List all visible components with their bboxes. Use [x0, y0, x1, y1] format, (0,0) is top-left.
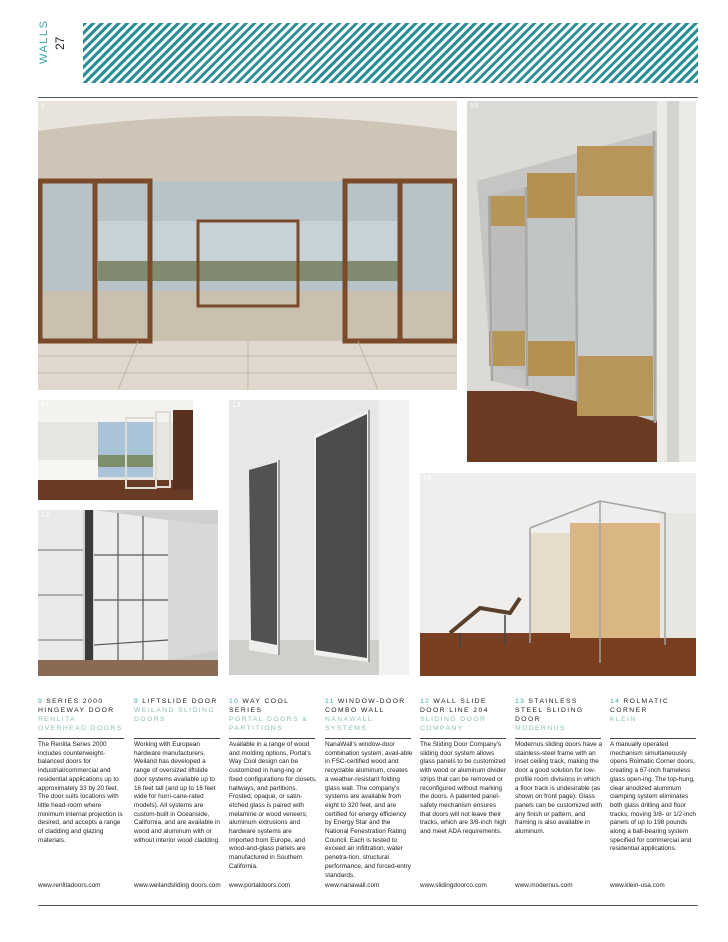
product-title: STAINLESS STEEL SLIDING DOOR [515, 698, 584, 723]
product-title: LIFTSLIDE DOOR [142, 698, 218, 705]
product-title: WINDOW-DOOR COMBO WALL [325, 698, 406, 714]
column-rule [325, 738, 411, 739]
column-rule [134, 738, 220, 739]
product-description: Available in a range of wood and molding options, Portal's Way Cool design can be customized in hang-ing or fixed configurations for closets, hallways, and partitions. Frosted, opaque, or satin-etched glass is paired with melamine or wood veneers; aluminum extrusions and hardware systems are imported from Europe, and wood-and-glass panels are manufactured in Southern California. [229, 741, 317, 870]
product-manufacturer: NANAWALL SYSTEMS [325, 716, 373, 732]
product-description: The Sliding Door Company's sliding door system allows glass panels to be customized with wood or aluminum divider strips that can be removed or reconfigured without marking the doors. A patented panel-safety mechanism ensures that doors will not leave their tracks, which are 3/8-inch high and meet ADA requirements. [420, 741, 507, 836]
photo-number: 10 [470, 103, 479, 110]
product-title: ROLMATIC CORNER [610, 698, 670, 714]
header-hatch-band [83, 23, 698, 83]
product-url[interactable]: www.weilandsliding doors.com [134, 882, 221, 889]
product-column-5 [420, 697, 508, 733]
product-title: WAY COOL SERIES [229, 698, 290, 714]
product-number: 10 [229, 698, 240, 705]
product-manufacturer: SLIDING DOOR COMPANY [420, 716, 487, 732]
product-description: Working with European hardware manufacturers, Weiland has developed a range of oversized liftslide door systems available up to 16 feet tall (and up to 16 feet wide for hurri-cane-rated models). All systems are custom-built in Oceanside, California, and are available in wood and aluminum with or without interior wood cladding. [134, 741, 220, 844]
photo-wall-slide-doors [38, 510, 218, 676]
photo-liftslide-door [38, 101, 457, 390]
bottom-rule [38, 905, 698, 906]
product-column-3 [229, 697, 317, 733]
photo-number: 9 [41, 103, 46, 110]
product-url[interactable]: www.renlitadoors.com [38, 882, 101, 889]
photo-rolmatic-corner [420, 473, 696, 676]
product-description: NanaWall's window-door combination system, avail-able in FSC-certified wood and recyclable aluminum, creates a weather-resistant folding glass wall. The company's systems are available from eight to 320 feet, and are certified for energy efficiency by Energy Star and the National Fenestration Rating Council. Each is tested to exceed air infiltration, water penetra-tion, structural performance, and forced-entry standards. [325, 741, 413, 879]
product-description: A manually operated mechanism simultaneously opens Rolmatic Corner doors, creating a 67-inch frameless glass open-ing. The top-hung, clear anodized aluminum clamping system eliminates both glass drilling and floor tracks, moving 3/8- or 1/2-inch panels of up to 198 pounds along a ball-bearing system specified for commercial and residential applications. [610, 741, 696, 853]
product-description: Modernus sliding doors have a stainless-steel frame with an inset ceiling track, making the door a good solution for low-profile room divisions in which a floor track is undesirable (as shown on front page). Glass panels can be customized with any finish or pattern, and framing is also available in aluminum. [515, 741, 603, 836]
product-column-7 [610, 697, 698, 724]
product-number: 9 [38, 698, 44, 705]
photo-number: 14 [423, 475, 432, 482]
product-number: 14 [610, 698, 621, 705]
product-manufacturer: WEILAND SLIDING DOORS [134, 707, 216, 723]
product-url[interactable]: www.modernus.com [515, 882, 573, 889]
product-number: 12 [420, 698, 431, 705]
column-rule [515, 738, 601, 739]
photo-number: 11 [41, 402, 50, 409]
photo-way-cool-doors [467, 101, 696, 462]
photo-number: 12 [41, 512, 50, 519]
product-url[interactable]: www.nanawall.com [325, 882, 380, 889]
product-manufacturer: KLEIN [610, 716, 637, 723]
photo-stainless-doors [229, 400, 409, 675]
product-manufacturer: PORTAL DOORS & PARTITIONS [229, 716, 309, 732]
column-rule [610, 738, 696, 739]
section-label: WALLS [38, 19, 50, 64]
top-rule [38, 97, 698, 98]
photo-nanawall-kitchen [38, 400, 193, 500]
column-rule [420, 738, 506, 739]
product-url[interactable]: www.klein-usa.com [610, 882, 665, 889]
column-rule [229, 738, 315, 739]
product-manufacturer: MODERNUS [515, 725, 566, 732]
product-url[interactable]: www.portaldoors.com [229, 882, 291, 889]
column-rule [38, 738, 124, 739]
product-column-1 [38, 697, 126, 733]
product-column-6 [515, 697, 603, 733]
photo-number: 13 [232, 402, 241, 409]
product-description: The Renlita Series 2000 includes counterweight-balanced doors for industrial/commercial and residential applications up to approximately 33 by 20 feet. The door suits locations with little head-room where minimum internal projection is desired, and accepts a range of cladding and glazing materials. [38, 741, 123, 844]
product-number: 9 [134, 698, 140, 705]
product-url[interactable]: www.slidingdoorco.com [420, 882, 487, 889]
product-column-4 [325, 697, 413, 733]
product-number: 13 [515, 698, 526, 705]
product-title: SERIES 2000 HINGEWAY DOOR [38, 698, 115, 714]
product-column-2 [134, 697, 222, 724]
page-number: 27 [53, 36, 67, 50]
product-manufacturer: RENLITA OVERHEAD DOORS [38, 716, 123, 732]
product-title: WALL SLIDE DOOR LINE 204 [420, 698, 489, 714]
product-number: 11 [325, 698, 335, 705]
